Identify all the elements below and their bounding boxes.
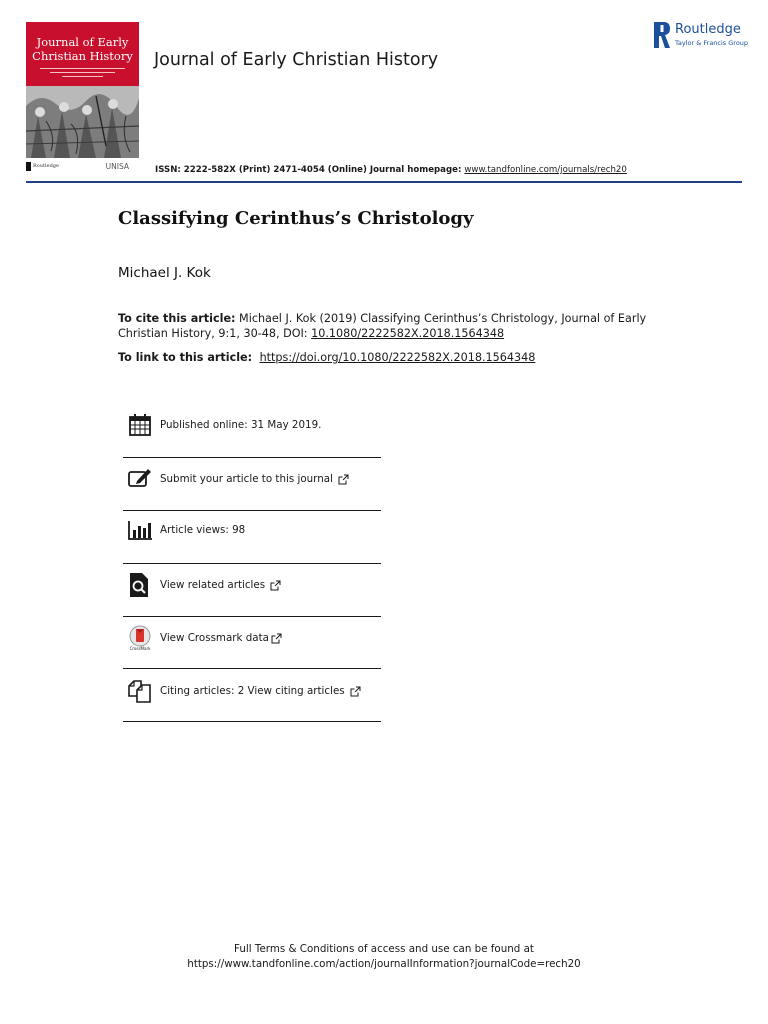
footer-line1: Full Terms & Conditions of access and use can be found at — [234, 943, 534, 955]
cover-fine-print-lines — [36, 67, 129, 79]
article-title: Classifying Cerinthus’s Christology — [118, 208, 474, 229]
external-link-icon — [338, 474, 349, 485]
copy-documents-icon — [127, 678, 153, 704]
crossmark-item[interactable] — [123, 612, 381, 664]
submit-article-item[interactable] — [123, 453, 381, 505]
cover-title-line2: Christian History — [32, 49, 133, 63]
cover-partner-logo: UNISA — [105, 161, 129, 171]
published-online-item — [123, 399, 381, 451]
citation-block — [118, 312, 658, 341]
cite-text: Michael J. Kok (2019) Classifying Cerinthus’s Christology, Journal of Early Christian History, 9:1, 30-48, DOI: — [118, 312, 647, 340]
external-link-icon — [270, 580, 281, 591]
cover-footer — [26, 158, 139, 174]
cover-title-line1: Journal of Early — [36, 35, 129, 49]
cite-label: To cite this article: — [118, 312, 236, 325]
divider — [123, 721, 381, 722]
article-views-item — [123, 504, 381, 556]
publisher-group: Taylor & Francis Group — [675, 39, 749, 47]
crossmark-text: View Crossmark data — [160, 632, 269, 644]
issn-line — [155, 165, 627, 175]
article-doi-link[interactable]: https://doi.org/10.1080/2222582X.2018.1564348 — [259, 351, 536, 364]
document-search-icon — [127, 572, 153, 598]
issn-text: ISSN: 2222-582X (Print) 2471-4054 (Online) Journal homepage: — [155, 165, 465, 175]
routledge-r-icon — [26, 162, 31, 171]
routledge-r-icon — [654, 22, 670, 48]
cite-doi-link[interactable]: 10.1080/2222582X.2018.1564348 — [311, 326, 505, 340]
related-articles-item[interactable] — [123, 559, 381, 611]
cover-publisher-mark: Routledge — [26, 162, 59, 171]
article-author: Michael J. Kok — [118, 265, 211, 281]
edit-icon — [127, 466, 153, 492]
external-link-icon — [350, 686, 361, 697]
journal-name: Journal of Early Christian History — [154, 50, 439, 70]
related-articles-text: View related articles — [160, 579, 266, 591]
external-link-icon — [271, 633, 282, 644]
citing-articles-item[interactable] — [123, 665, 381, 717]
article-views-text: Article views: 98 — [160, 524, 246, 536]
footer-terms-link[interactable]: https://www.tandfonline.com/action/journalInformation?journalCode=rech20 — [187, 958, 581, 970]
terms-footer — [0, 942, 768, 972]
journal-cover — [26, 22, 139, 158]
header-rule — [26, 181, 742, 183]
publisher-name: Routledge — [675, 22, 741, 37]
routledge-logo — [654, 22, 749, 50]
bar-chart-icon — [127, 517, 153, 543]
citing-articles-text: Citing articles: 2 View citing articles — [160, 685, 345, 697]
svg-text:CrossMark: CrossMark — [129, 646, 151, 651]
article-link-line — [118, 351, 535, 364]
cover-fine-print — [36, 67, 129, 81]
calendar-icon — [127, 412, 153, 438]
published-online-text: Published online: 31 May 2019. — [160, 419, 322, 431]
journal-homepage-link[interactable]: www.tandfonline.com/journals/rech20 — [464, 165, 627, 175]
link-label: To link to this article: — [118, 351, 256, 364]
crossmark-icon — [127, 625, 153, 651]
cover-artwork — [26, 86, 139, 158]
submit-article-text: Submit your article to this journal — [160, 473, 333, 485]
